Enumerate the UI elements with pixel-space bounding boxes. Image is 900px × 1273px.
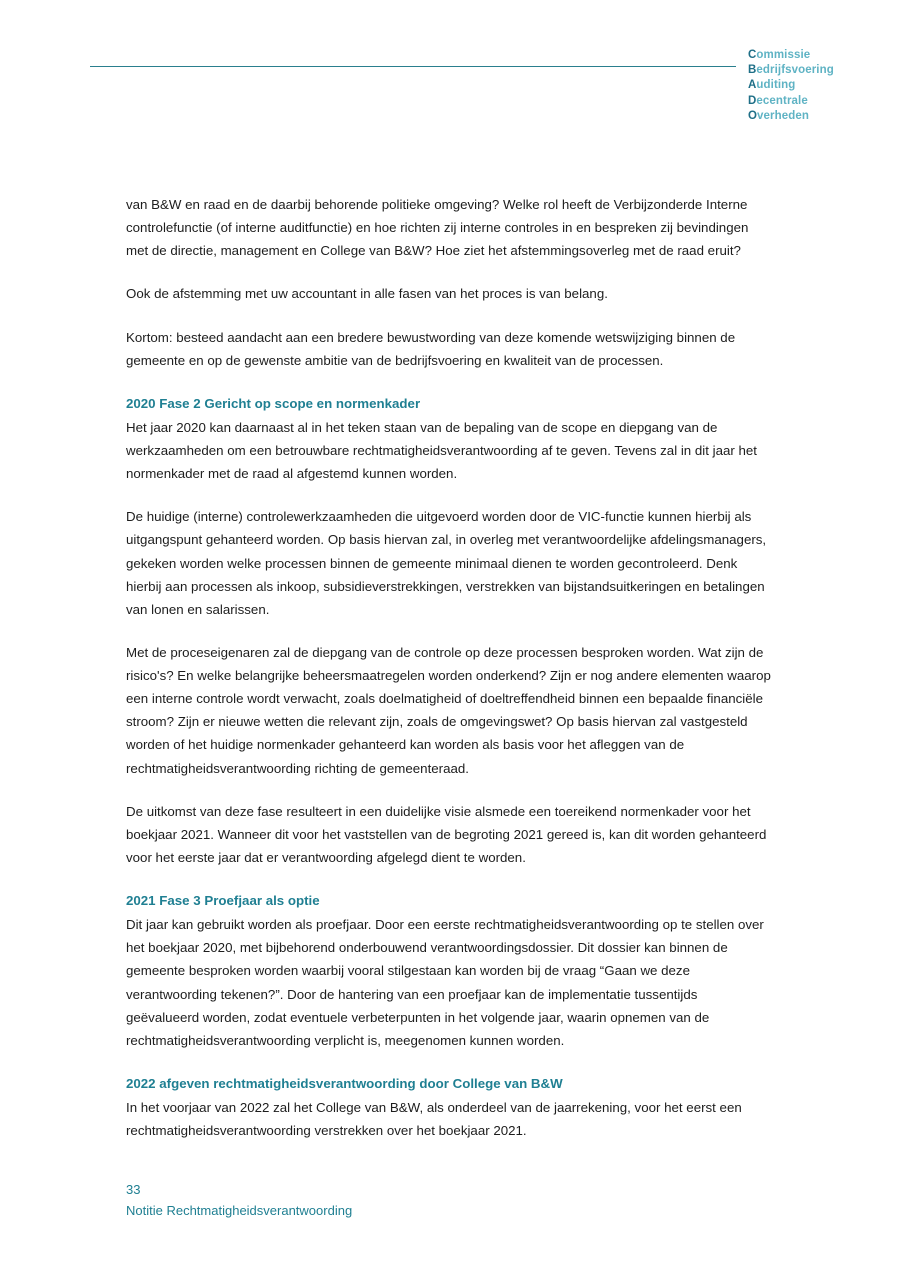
footer-document-title: Notitie Rechtmatigheidsverantwoording [126, 1202, 353, 1218]
paragraph: De uitkomst van deze fase resulteert in een duidelijke visie alsmede een toereikend normenkader voor het boekjaar 2021. Wanneer dit voor het vaststellen van de begroting 2021 gereed is, kan dit worden gehanteerd voor het eerste jaar dat er verantwoording afgelegd dient te worden. [126, 803, 767, 865]
logo-line-3 [748, 78, 868, 93]
logo-word-auditing: uditing [756, 79, 796, 92]
header-divider [90, 66, 736, 67]
logo-word-bedrijfsvoering: edrijfsvoering [756, 64, 834, 77]
paragraph: van B&W en raad en de daarbij behorende politieke omgeving? Welke rol heeft de Verbijzonderde Interne controlefunctie (of interne auditfunctie) en hoe richten zij interne controles in en bespreken zij bevindingen met de directie, management en College van B&W? Hoe ziet het afstemmingsoverleg met de raad eruit? [126, 197, 749, 259]
logo-line-4 [748, 94, 868, 109]
logo-word-decentrale: ecentrale [756, 94, 808, 107]
document-body [126, 193, 772, 1162]
logo-initial-o: O [748, 109, 758, 122]
section-body: In het voorjaar van 2022 zal het College van B&W, als onderdeel van de jaarrekening, voor het eerst een rechtmatigheidsverantwoording verstrekken over het boekjaar 2021. [126, 1100, 742, 1139]
logo-initial-b: B [748, 64, 757, 77]
page-footer [126, 1180, 772, 1222]
paragraph: Met de proceseigenaren zal de diepgang van de controle op deze processen besproken worden. Wat zijn de risico's? En welke belangrijke beheersmaatregelen worden onderkend? Zijn er nog andere elementen waarop een interne controle wordt verwacht, zoals doelmatigheid of doeltreffendheid binnen een bepaalde financiële stroom? Zijn er nieuwe wetten die relevant zijn, zoals de omgevingswet? Op basis hiervan zal vastgesteld worden of het huidige normenkader gehanteerd kan worden als basis voor het afleggen van de rechtmatigheidsverantwoording richting de gemeenteraad. [126, 644, 771, 776]
section-heading: 2020 Fase 2 Gericht op scope en normenkader [126, 395, 421, 411]
page-number: 33 [126, 1182, 141, 1197]
paragraph: Ook de afstemming met uw accountant in alle fasen van het proces is van belang. [126, 286, 608, 302]
logo-initial-c: C [748, 49, 757, 61]
paragraph: De huidige (interne) controlewerkzaamheden die uitgevoerd worden door de VIC-functie kunnen hierbij als uitgangspunt gehanteerd worden. Op basis hiervan zal, in overleg met verantwoordelijke afdelingsmanagers, gekeken worden welke processen binnen de gemeente minimaal dienen te worden gecontroleerd. Denk hierbij aan processen als inkoop, subsidieverstrekkingen, verstrekken van bijstandsuitkeringen en betalingen van lonen en salarissen. [126, 509, 767, 617]
section-body: Het jaar 2020 kan daarnaast al in het teken staan van de bepaling van de scope en diepgang van de werkzaamheden om een betrouwbare rechtmatigheidsverantwoording af te geven. Tevens zal in dit jaar het normenkader met de raad al afgestemd kunnen worden. [126, 419, 757, 482]
logo-line-2 [748, 63, 868, 78]
section-body: Dit jaar kan gebruikt worden als proefjaar. Door een eerste rechtmatigheidsverantwoording op te stellen over het boekjaar 2020, met bijbehorend onderbouwend verantwoordingsdossier. Dit dossier kan binnen de gemeente besproken worden waarbij vooral stilgestaan kan worden bij de vraag “Gaan we deze verantwoording tekenen?”. Door de hantering van een proefjaar kan de implementatie tussentijds geëvalueerd worden, zodat eventuele verbeterpunten in het volgende jaar, waarin opnemen van de rechtmatigheidsverantwoording verplicht is, meegenomen kunnen worden. [126, 917, 764, 1048]
logo-line-5 [748, 109, 868, 124]
logo-line-1 [748, 48, 868, 63]
logo-initial-d: D [748, 94, 757, 107]
organisation-logo [748, 48, 868, 124]
section-2022-afgeven [126, 1072, 772, 1142]
paragraph: Kortom: besteed aandacht aan een bredere bewustwording van deze komende wetswijziging binnen de gemeente en op de gewenste ambitie van de bedrijfsvoering en kwaliteit van de processen. [126, 329, 736, 368]
section-2020-fase-2 [126, 392, 772, 486]
logo-word-commissie: ommissie [756, 49, 811, 61]
logo-initial-a: A [748, 79, 757, 92]
page-header [0, 0, 900, 150]
section-2021-fase-3 [126, 889, 772, 1052]
section-heading: 2021 Fase 3 Proefjaar als optie [126, 893, 320, 908]
section-heading: 2022 afgeven rechtmatigheidsverantwoording door College van B&W [126, 1075, 563, 1091]
logo-word-overheden: verheden [757, 109, 809, 122]
